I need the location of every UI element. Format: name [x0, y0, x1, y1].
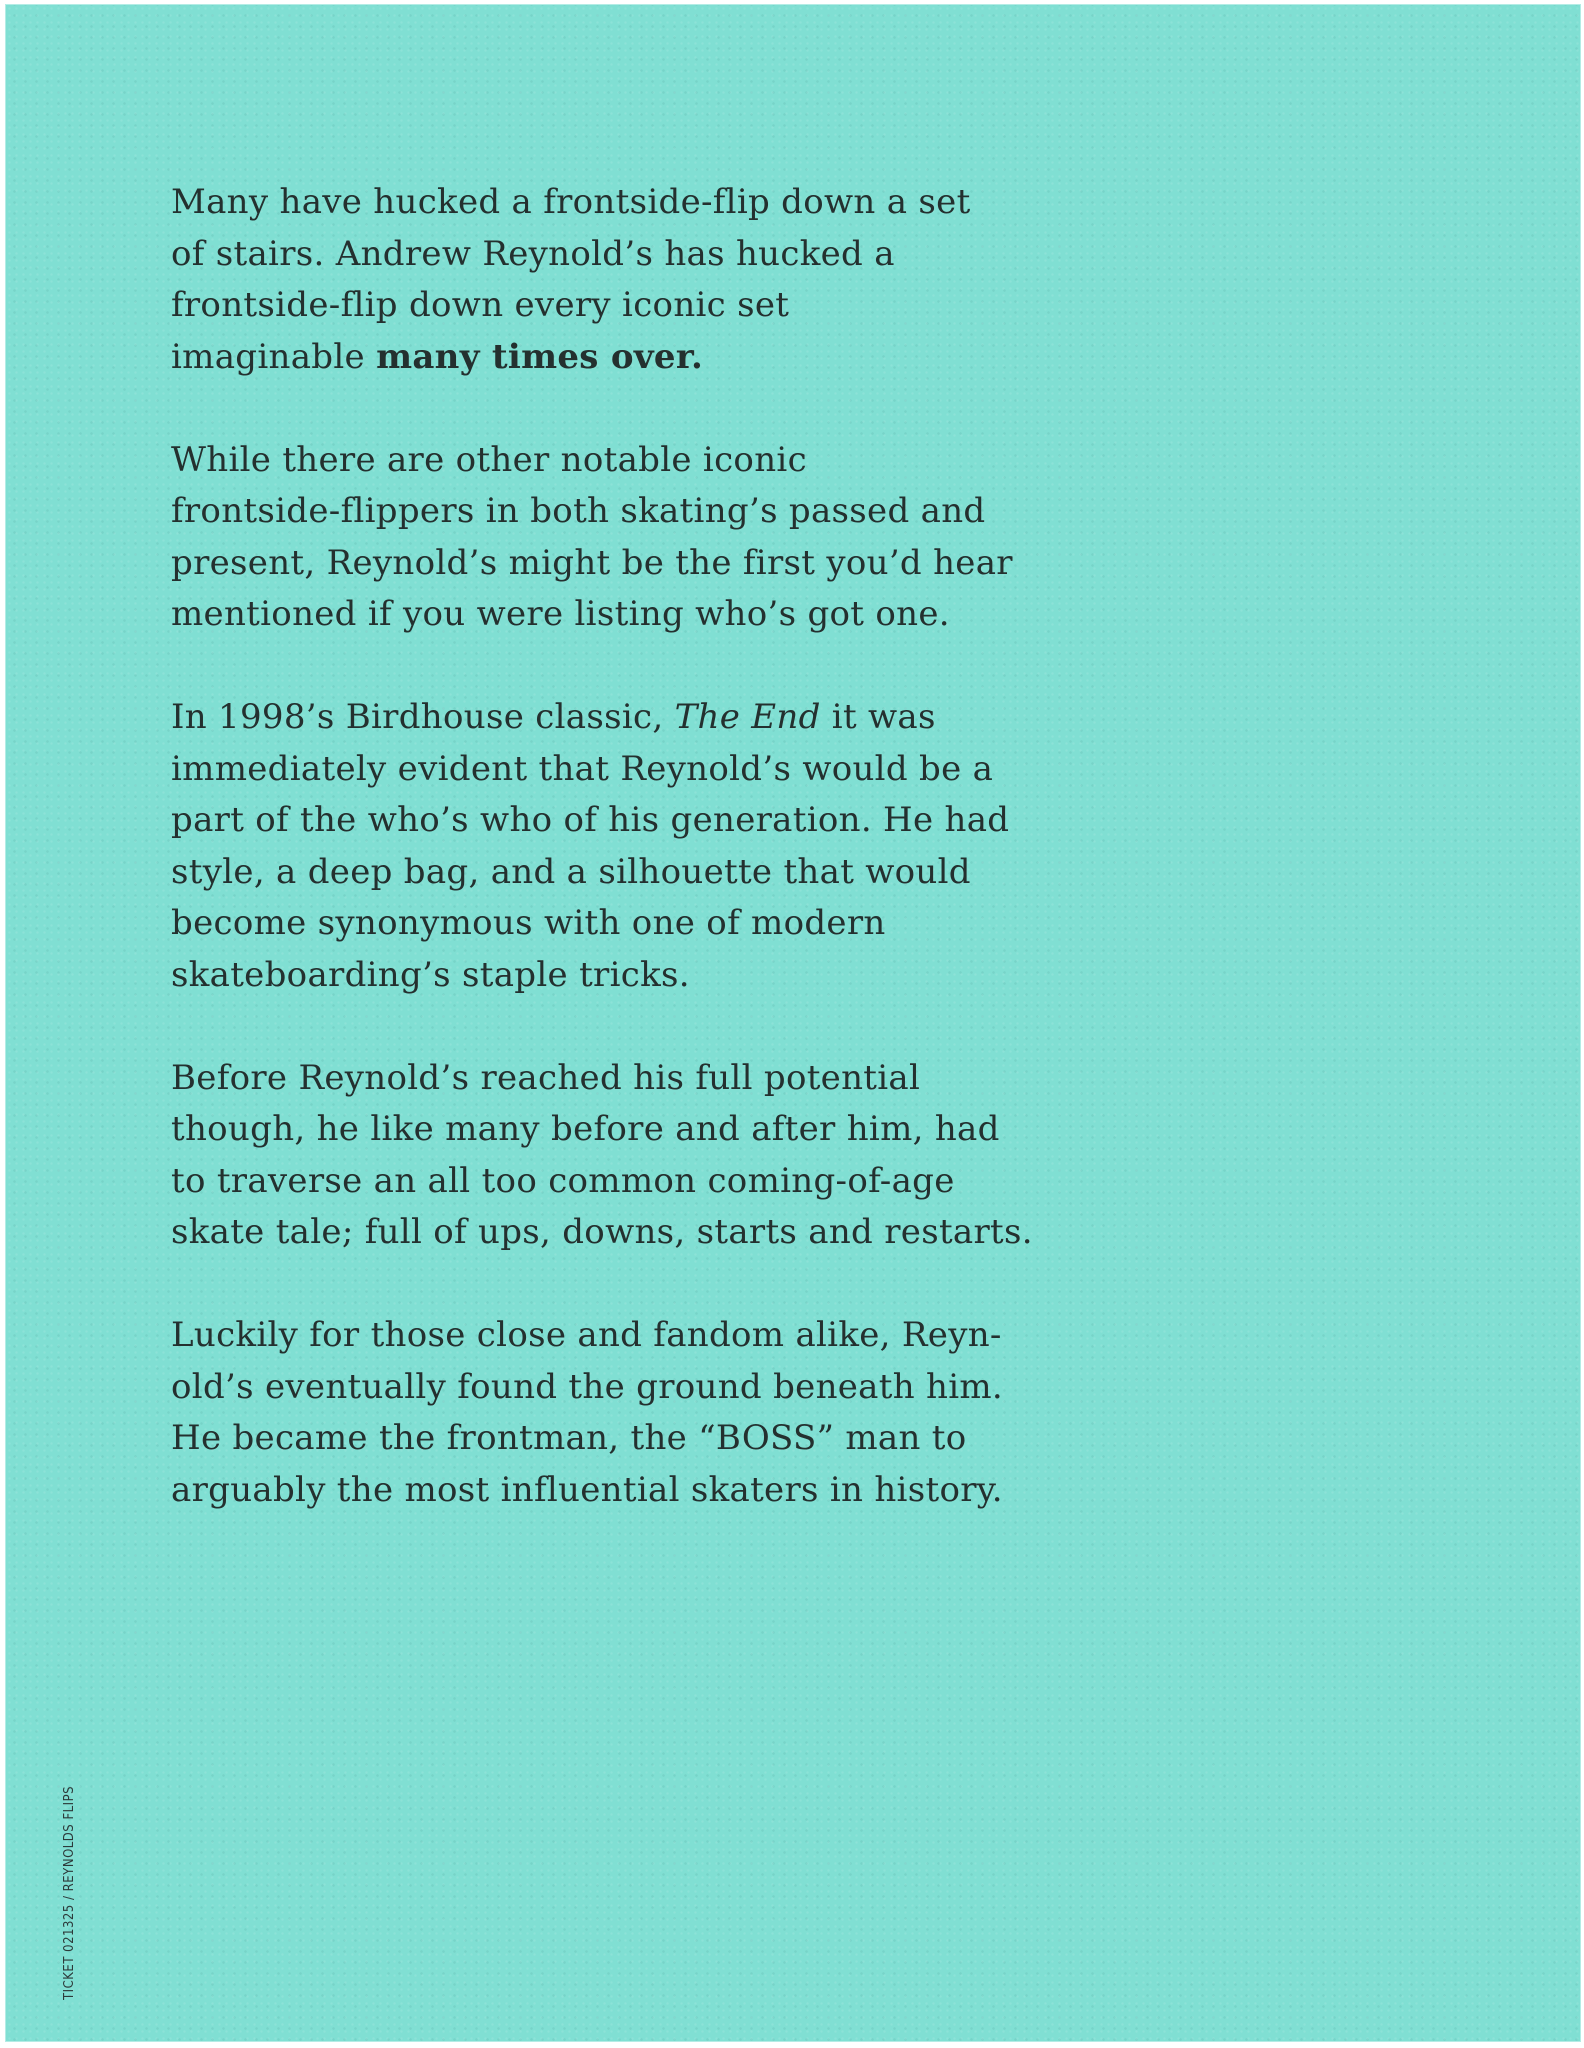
text-line: style, a deep bag, and a silhouette that would — [171, 851, 971, 892]
text-line: part of the who’s who of his generation. He had — [171, 800, 1010, 840]
text-run: imaginable — [171, 336, 377, 377]
text-line: Before Reynold’s reached his full potential — [171, 1057, 921, 1098]
text-line: While there are other notable iconic — [171, 439, 807, 480]
paragraph-3 — [171, 692, 1171, 1001]
text-line: present, Reynold’s might be the first you’d hear — [171, 542, 1013, 583]
page-sheet — [6, 5, 1580, 2041]
text-line: of stairs. Andrew Reynold’s has hucked a — [171, 233, 895, 274]
text-line: mentioned if you were listing who’s got one. — [171, 594, 950, 634]
text-line: immediately evident that Reynold’s would be a — [171, 748, 994, 789]
article-body — [171, 177, 1171, 1568]
bold-emphasis: many times over. — [376, 336, 704, 377]
text-run: In 1998’s Birdhouse classic, — [171, 697, 675, 737]
paragraph-4 — [171, 1053, 1171, 1259]
text-line: He became the frontman, the “BOSS” man to — [171, 1418, 967, 1458]
film-title: The End — [674, 697, 821, 737]
text-line: skate tale; full of ups, downs, starts and restarts. — [171, 1212, 1033, 1252]
paragraph-2 — [171, 435, 1171, 641]
text-line: arguably the most influential skaters in history. — [171, 1469, 1003, 1510]
text-line: to traverse an all too common coming-of-age — [171, 1160, 955, 1201]
text-line: skateboarding’s staple tricks. — [171, 954, 690, 995]
text-line — [171, 692, 1171, 744]
text-line: Luckily for those close and fandom alike, Reyn- — [171, 1315, 1002, 1355]
paragraph-1 — [171, 177, 1171, 383]
paragraph-5 — [171, 1310, 1171, 1516]
ticket-label: TICKET 021325 / REYNOLDS FLIPS — [62, 1785, 77, 2000]
text-line: frontside-flip down every iconic set — [171, 285, 790, 325]
text-line: Many have hucked a frontside-flip down a set — [171, 182, 971, 222]
text-line — [171, 332, 1171, 384]
text-line: become synonymous with one of modern — [171, 903, 886, 943]
text-line: frontside-flippers in both skating’s passed and — [171, 491, 986, 531]
text-run: it was — [820, 697, 936, 737]
text-line: though, he like many before and after him, had — [171, 1109, 1000, 1149]
text-line: old’s eventually found the ground beneath him. — [171, 1366, 1004, 1407]
